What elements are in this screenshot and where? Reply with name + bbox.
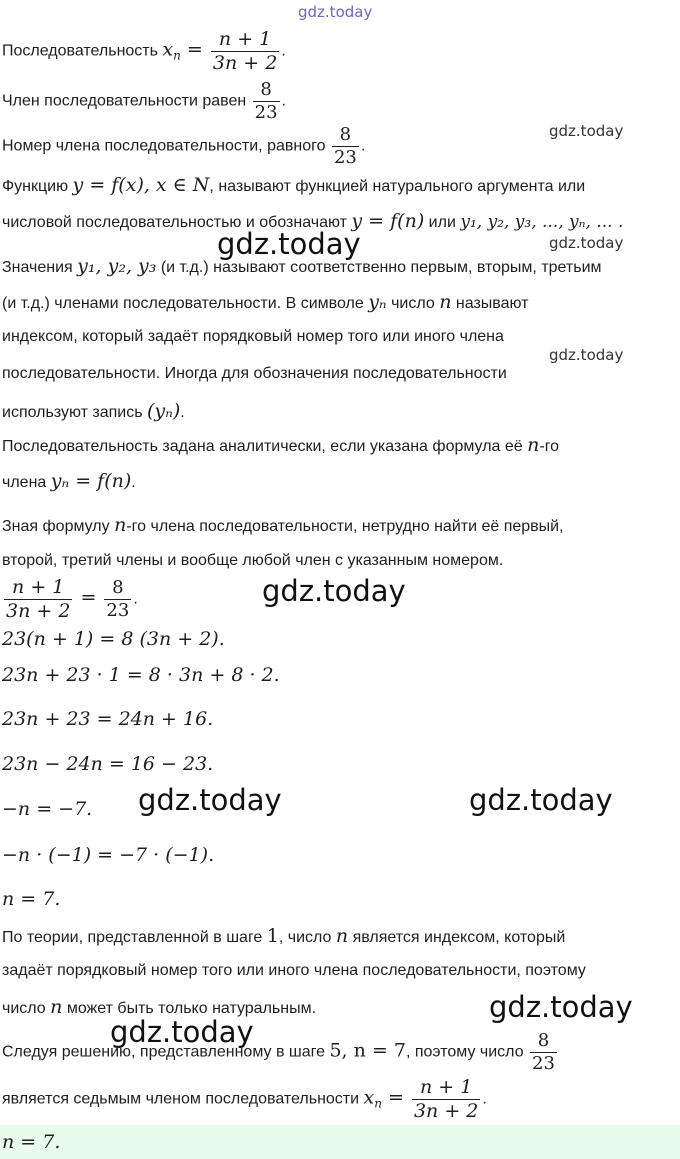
paragraph-line: Значения y₁, y₂, y₃ (и т.д.) называют соответственно первым, вторым, третьим — [2, 255, 602, 277]
paragraph-line: Последовательность задана аналитически, если указана формула её n-го — [2, 434, 560, 456]
paragraph-line: число n может быть только натуральным. — [2, 996, 317, 1018]
paragraph-line: является седьмым членом последовательности $x_n$ = $\frac{n + 1}{3n + 2}$ . — [2, 1076, 487, 1122]
paragraph-line: члена yₙ = f(n). — [2, 470, 136, 492]
paragraph-line: Функцию y = f(x), x ∈ N, называют функцией натурального аргумента или — [2, 174, 586, 196]
watermark: gdz.today — [469, 783, 613, 817]
paragraph-line: задаёт порядковый номер того или иного члена последовательности, поэтому — [2, 962, 586, 979]
equation: −n = −7. — [2, 798, 93, 820]
fraction: $\frac{8}{23}$ — [333, 124, 357, 166]
fraction: $\frac{8}{23}$ — [532, 1030, 555, 1074]
watermark: gdz.today — [549, 234, 624, 252]
fraction: $\frac{n + 1}{3n + 2}$ — [6, 576, 71, 622]
paragraph-line: (и т.д.) членами последовательности. В символе yₙ число n называют — [2, 291, 529, 313]
paragraph-line: последовательности. Иногда для обозначения последовательности — [2, 365, 507, 382]
equation: n = 7. — [2, 888, 61, 910]
answer-text: n = 7. — [2, 1131, 61, 1153]
watermark: gdz.today — [489, 990, 633, 1024]
paragraph-line: индексом, который задаёт порядковый номер того или иного члена — [2, 328, 504, 345]
fraction: $\frac{n + 1}{3n + 2}$ — [212, 28, 278, 74]
member-value: Член последовательности равен $\frac{8}{23}$ . — [2, 79, 287, 123]
watermark: gdz.today — [217, 227, 361, 261]
watermark: gdz.today — [262, 574, 406, 608]
paragraph-line: числовой последовательностью и обозначают y = f(n) или y₁, y₂, y₃, ..., yₙ, ... . — [2, 210, 624, 232]
paragraph-line: Зная формулу n-го члена последовательности, нетрудно найти её первый, — [2, 514, 564, 536]
equation: 23(n + 1) = 8 (3n + 2). — [2, 628, 225, 650]
answer-box — [0, 1125, 680, 1159]
watermark: gdz.today — [549, 122, 624, 140]
watermark: gdz.today — [549, 346, 624, 364]
fraction: $\frac{8}{23}$ — [254, 79, 278, 123]
paragraph-line: Следуя решению, представленному в шаге 5, n = 7, поэтому число $\frac{8}{23}$ — [2, 1030, 555, 1074]
equation: 23n + 23 = 24n + 16. — [2, 708, 214, 730]
equation: 23n − 24n = 16 − 23. — [2, 753, 214, 775]
sequence-definition: Последовательность $x_n$ = $\frac{n + 1}{3n + 2}$ . — [2, 28, 286, 74]
equation: $\frac{n + 1}{3n + 2}$ = $\frac{8}{23}$ . — [6, 576, 138, 622]
watermark: gdz.today — [110, 1015, 254, 1049]
paragraph-line: второй, третий члены и вообще любой член с указанным номером. — [2, 552, 504, 569]
watermark: gdz.today — [298, 3, 373, 21]
watermark: gdz.today — [138, 783, 282, 817]
equation: 23n + 23 · 1 = 8 · 3n + 8 · 2. — [2, 664, 280, 686]
fraction: $\frac{8}{23}$ — [106, 577, 130, 621]
equation: −n · (−1) = −7 · (−1). — [2, 844, 215, 866]
paragraph-line: По теории, представленной в шаге 1, число n является индексом, который — [2, 925, 566, 947]
task-question: Номер члена последовательности, равного $\frac{8}{23}$ . — [2, 124, 680, 166]
paragraph-line: используют запись (yₙ). — [2, 400, 185, 422]
fraction: $\frac{n + 1}{3n + 2}$ — [413, 1076, 479, 1122]
